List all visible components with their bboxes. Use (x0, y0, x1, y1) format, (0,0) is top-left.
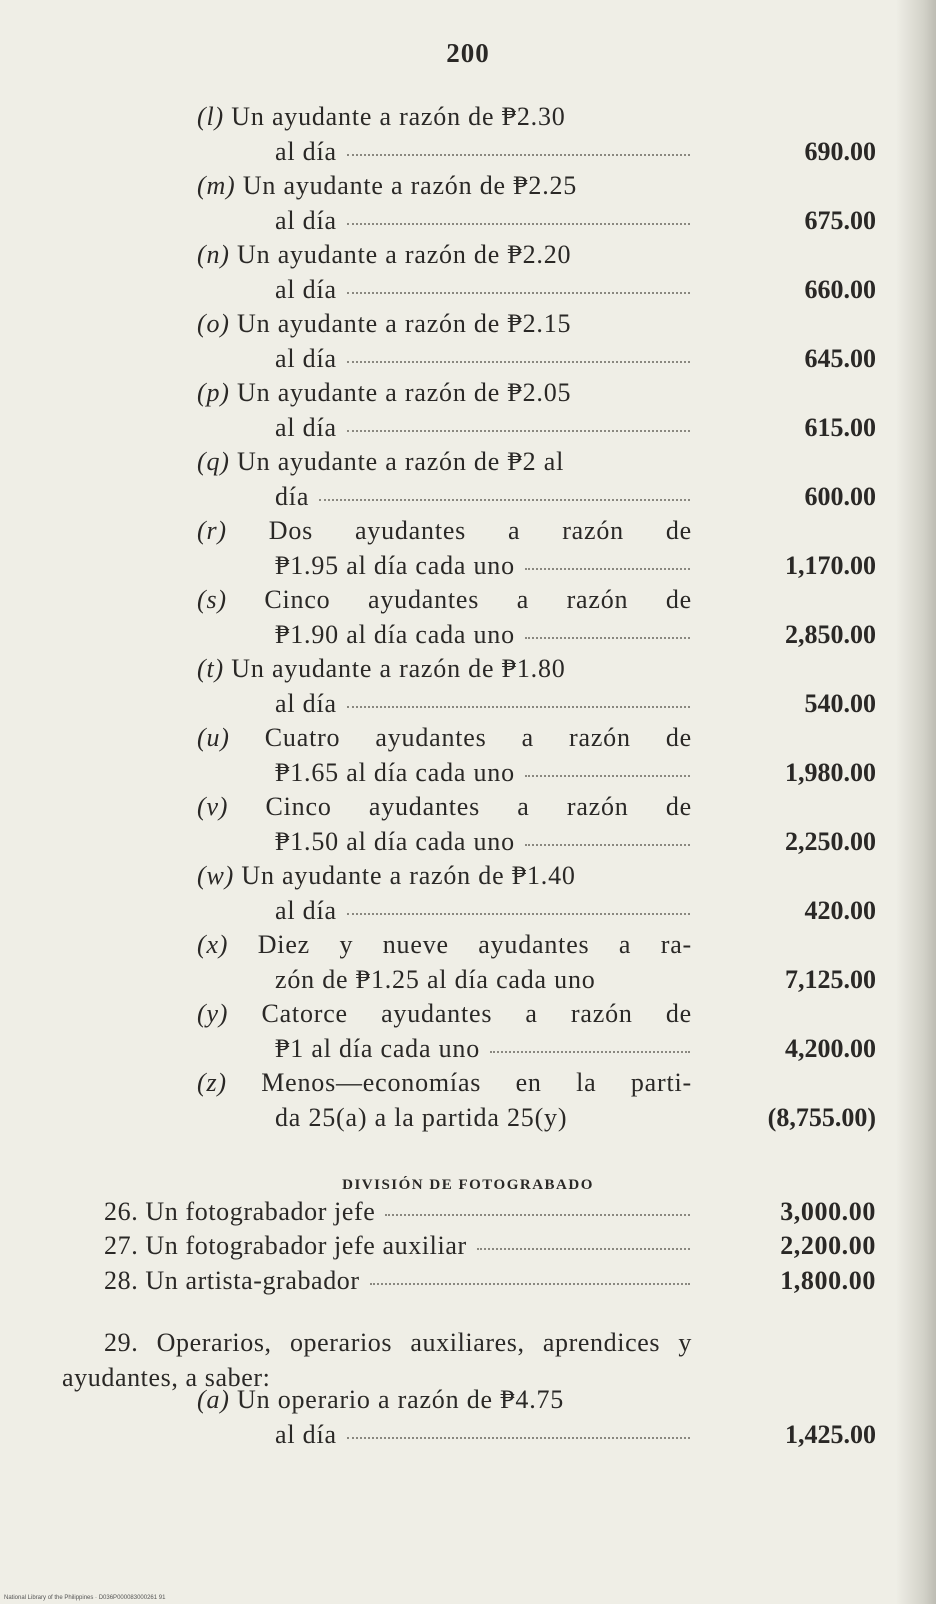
entry-amount: 660.00 (804, 275, 876, 304)
entry-first-line (197, 240, 692, 270)
dot-leader (525, 843, 690, 846)
item-text: 27. Un fotograbador jefe auxiliar (104, 1231, 467, 1260)
entry-label: (u) (197, 723, 230, 752)
entry-label: (p) (197, 378, 230, 407)
entry-second-line (275, 482, 690, 512)
entry-first-line (197, 309, 692, 339)
numbered-item (104, 1266, 876, 1300)
entry-row (0, 999, 936, 1069)
item-amount: 1,800.00 (780, 1266, 876, 1295)
item-line (104, 1231, 690, 1261)
entry-continuation: al día (275, 689, 337, 718)
entry-text: Un ayudante a razón de ₱2 al (237, 447, 565, 476)
entry-label: (o) (197, 309, 230, 338)
dot-leader (477, 1247, 690, 1250)
entry-label: (m) (197, 171, 236, 200)
numbered-item (104, 1231, 876, 1265)
dot-leader (347, 153, 690, 156)
entry-text: Cinco ayudantes a razón de (264, 585, 692, 614)
entry-text: Menos—economías en la parti- (261, 1068, 692, 1097)
item-text: 26. Un fotograbador jefe (104, 1197, 376, 1226)
item-amount: 2,200.00 (780, 1231, 876, 1260)
entry-label: (a) (197, 1385, 230, 1414)
entry-first-line (197, 1385, 692, 1415)
dot-leader (525, 567, 690, 570)
entry-amount: 2,250.00 (785, 827, 876, 856)
entry-row (0, 447, 936, 517)
dot-leader (347, 360, 690, 363)
entry-row (0, 861, 936, 931)
entry-label: (w) (197, 861, 235, 890)
entry-row (0, 585, 936, 655)
dot-leader (525, 774, 690, 777)
entry-first-line (197, 792, 692, 822)
entry-amount: 540.00 (804, 689, 876, 718)
entry-second-line (275, 275, 690, 305)
entry-amount: 4,200.00 (785, 1034, 876, 1063)
entry-amount: 420.00 (804, 896, 876, 925)
entry-row (0, 516, 936, 586)
entry-continuation: al día (275, 344, 337, 373)
entry-text: Dos ayudantes a razón de (268, 516, 692, 545)
entry-amount: 645.00 (804, 344, 876, 373)
entry-text: Un ayudante a razón de ₱2.15 (237, 309, 572, 338)
entry-first-line (197, 516, 692, 546)
item-29-paragraph: 29. Operarios, operarios auxiliares, aprendices y ayudantes, a saber: (62, 1328, 692, 1392)
entry-amount: 690.00 (804, 137, 876, 166)
entry-label: (z) (197, 1068, 227, 1097)
entry-row (0, 654, 936, 724)
entry-first-line (197, 930, 692, 960)
entry-continuation: zón de ₱1.25 al día cada uno (275, 965, 596, 994)
entry-amount: 7,125.00 (785, 965, 876, 994)
entry-text: Un ayudante a razón de ₱2.20 (237, 240, 572, 269)
entry-continuation: ₱1.90 al día cada uno (275, 620, 515, 649)
entry-second-line (275, 1420, 690, 1450)
entry-continuation: da 25(a) a la partida 25(y) (275, 1103, 568, 1132)
dot-leader (347, 429, 690, 432)
dot-leader (347, 912, 690, 915)
entry-row (0, 930, 936, 1000)
dot-leader (385, 1213, 690, 1216)
entry-amount: 2,850.00 (785, 620, 876, 649)
entry-label: (n) (197, 240, 230, 269)
entry-amount: 615.00 (804, 413, 876, 442)
entry-text: Cinco ayudantes a razón de (265, 792, 692, 821)
dot-leader (490, 1050, 690, 1053)
entry-first-line (197, 102, 692, 132)
entry-row (0, 171, 936, 241)
dot-leader (347, 1436, 690, 1439)
entry-label: (q) (197, 447, 230, 476)
entry-row (0, 792, 936, 862)
entry-second-line (275, 758, 690, 788)
entry-first-line (197, 999, 692, 1029)
entry-label: (l) (197, 102, 224, 131)
entry-second-line (275, 551, 690, 581)
entry-amount: 675.00 (804, 206, 876, 235)
item-text: 28. Un artista-grabador (104, 1266, 360, 1295)
entry-text: Un ayudante a razón de ₱2.25 (242, 171, 578, 200)
item-line (104, 1197, 690, 1227)
entry-row (0, 102, 936, 172)
entry-row (0, 723, 936, 793)
entry-continuation: al día (275, 896, 337, 925)
entry-second-line (275, 827, 690, 857)
entry-amount: 600.00 (804, 482, 876, 511)
entry-continuation: al día (275, 137, 337, 166)
item-amount: 3,000.00 (780, 1197, 876, 1226)
footer-credit: National Library of the Philippines · D036P000083000261 91 (4, 1595, 166, 1601)
item-line (104, 1266, 690, 1296)
page-number: 200 (446, 38, 490, 68)
entry-text: Un ayudante a razón de ₱1.80 (231, 654, 566, 683)
entry-first-line (197, 861, 692, 891)
dot-leader (347, 705, 690, 708)
entry-second-line (275, 689, 690, 719)
entry-second-line (275, 896, 690, 926)
dot-leader (347, 222, 690, 225)
dot-leader (370, 1282, 690, 1285)
entry-text: Un ayudante a razón de ₱2.05 (237, 378, 572, 407)
entry-text: Un ayudante a razón de ₱2.30 (231, 102, 566, 131)
entry-last (0, 1385, 936, 1455)
entry-amount: 1,170.00 (785, 551, 876, 580)
dot-leader (525, 636, 690, 639)
entry-amount: 1,980.00 (785, 758, 876, 787)
entry-second-line (275, 413, 690, 443)
entry-first-line (197, 447, 692, 477)
section-heading: DIVISIÓN DE FOTOGRABADO (342, 1177, 594, 1193)
entry-first-line (197, 378, 692, 408)
dot-leader (319, 498, 690, 501)
entry-continuation: al día (275, 275, 337, 304)
entry-first-line (197, 1068, 692, 1098)
entry-text: Cuatro ayudantes a razón de (264, 723, 692, 752)
entry-label: (s) (197, 585, 227, 614)
entry-continuation: al día (275, 413, 337, 442)
entry-continuation: al día (275, 206, 337, 235)
entry-amount: 1,425.00 (785, 1420, 876, 1449)
entry-second-line (275, 1034, 690, 1064)
entry-continuation: ₱1.65 al día cada uno (275, 758, 515, 787)
numbered-item (104, 1197, 876, 1231)
entry-second-line (275, 620, 690, 650)
entry-text: Un operario a razón de ₱4.75 (237, 1385, 565, 1414)
entry-label: (r) (197, 516, 227, 545)
entry-continuation: día (275, 482, 310, 511)
entry-label: (t) (197, 654, 224, 683)
dot-leader (347, 291, 690, 294)
entry-first-line (197, 723, 692, 753)
entry-label: (v) (197, 792, 229, 821)
entry-second-line (275, 344, 690, 374)
entry-text: Un ayudante a razón de ₱1.40 (241, 861, 576, 890)
entry-continuation: ₱1 al día cada uno (275, 1034, 481, 1063)
entry-continuation: al día (275, 1420, 337, 1449)
entry-row (0, 240, 936, 310)
entry-second-line (275, 206, 690, 236)
entry-label: (y) (197, 999, 229, 1028)
entry-text: Catorce ayudantes a razón de (261, 999, 692, 1028)
entry-text: Diez y nueve ayudantes a ra- (257, 930, 692, 959)
entry-second-line (275, 965, 690, 995)
entry-second-line (275, 137, 690, 167)
entry-first-line (197, 654, 692, 684)
entry-amount: (8,755.00) (767, 1103, 876, 1132)
entry-continuation: ₱1.95 al día cada uno (275, 551, 515, 580)
entry-label: (x) (197, 930, 229, 959)
entry-row (0, 378, 936, 448)
entry-first-line (197, 171, 692, 201)
entry-continuation: ₱1.50 al día cada uno (275, 827, 515, 856)
entry-row (0, 1068, 936, 1138)
entry-second-line (275, 1103, 690, 1133)
entry-row (0, 309, 936, 379)
entry-first-line (197, 585, 692, 615)
